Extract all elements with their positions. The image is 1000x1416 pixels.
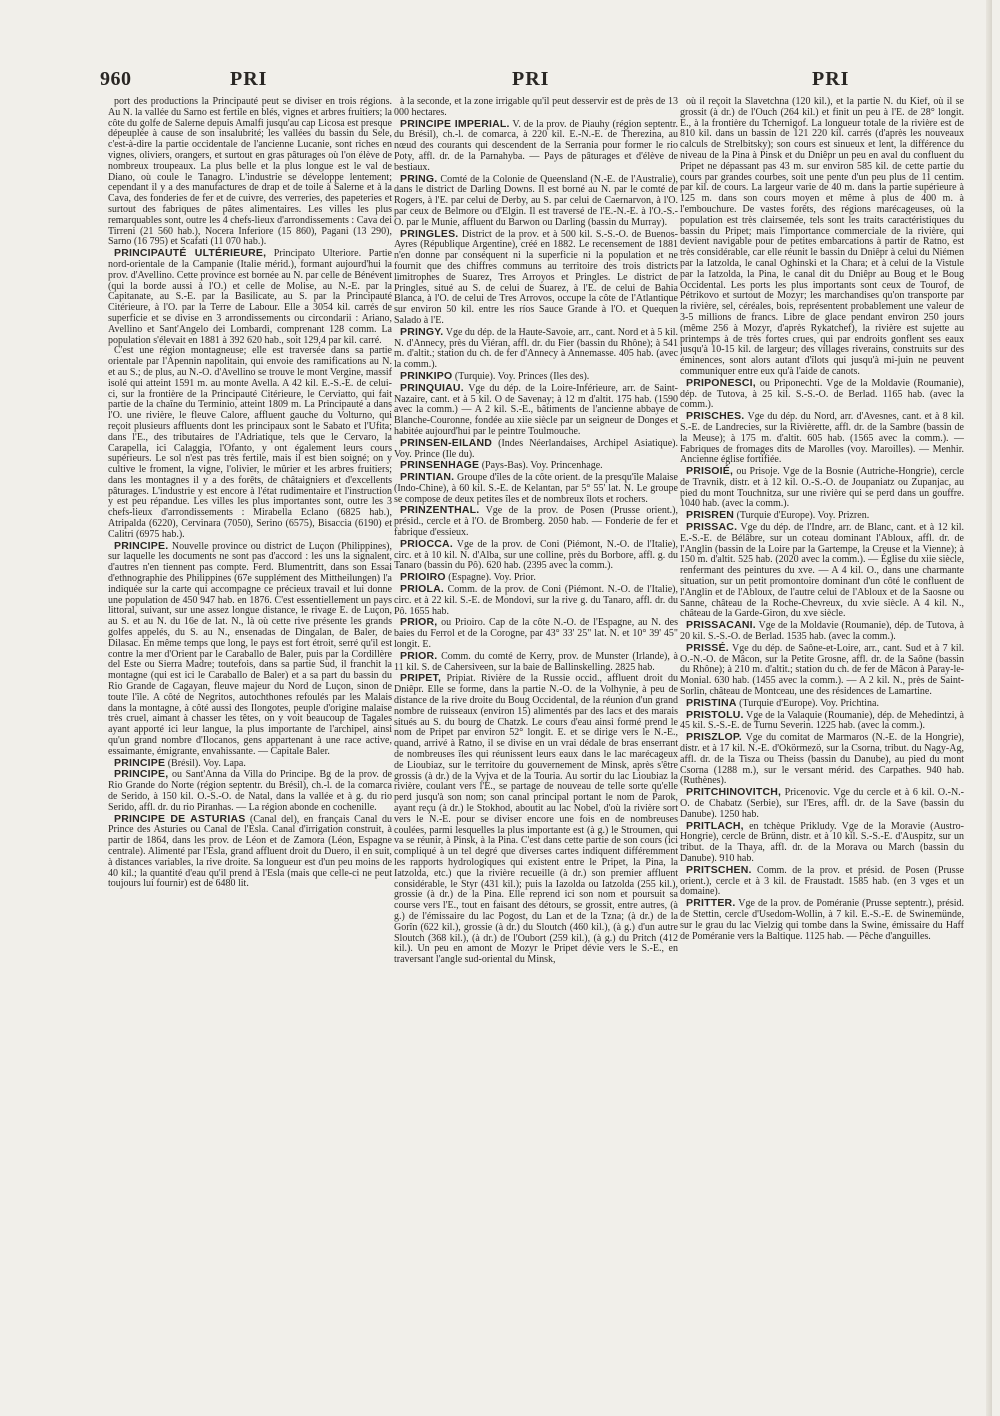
entry-headword: PRISTOLU.: [686, 708, 744, 721]
dictionary-entry: [394, 229, 678, 327]
entry-headword: PRINGLES.: [400, 227, 459, 240]
entry-headword: PRINSEN-EILAND: [400, 436, 493, 449]
dictionary-entry: [108, 769, 392, 813]
entry-text: Vge de la Moldavie (Roumanie), dép. de Tutova, à 20 kil. S.-S.-O. de Berlad. 1535 hab. (avec la comm.).: [680, 620, 964, 643]
dictionary-entry: [394, 673, 678, 966]
entry-text: Principato Ulteriore. Partie nord-orientale de la Campanie (Italie mérid.), formant aujourd'hui la prov. d'Avellino. Cette province est bornée au N. par celle de Bénévent (qui la borde aussi à l'O.) et celle de Molise, au N.-E. par la Capitanate, au S.-E. par la Basilicate, au S. par la Principauté Citérieure, à l'O. par la Terre de Labour. Elle a 3054 kil. carrés de superficie et se divise en 3 arrondissements ou circondarii : Ariano, Avellino et Sant'Angelo dei Lombardi, comprenant 128 comm. La population s'élevait en 1881 à 392 620 hab., soit 129,4 par kil. carré.: [108, 248, 392, 346]
dictionary-entry: [680, 97, 964, 378]
entry-headword: PRIOLA.: [400, 583, 444, 596]
entry-headword: PRINZENTHAL.: [400, 504, 480, 517]
entry-headword: PRISREN: [686, 509, 735, 522]
entry-headword: PRITLACH,: [686, 819, 744, 832]
entry-text: Comm. de la prov. et présid. de Posen (Prusse orient.), cercle et à 3 kil. de Fraustadt. 1585 hab. (en 3 vges et un domaine).: [680, 864, 964, 898]
entry-text: (Pays-Bas). Voy. Princenhage.: [479, 460, 603, 472]
text-column-2: [394, 97, 678, 1327]
entry-headword: PRINCIPE,: [114, 768, 169, 781]
entry-headword: PRITTER.: [686, 897, 736, 910]
entry-headword: PRISZLOP.: [686, 731, 742, 744]
dictionary-entry: [394, 383, 678, 438]
dictionary-entry: [394, 617, 678, 650]
dictionary-entry: [394, 174, 678, 229]
dictionary-entry: [394, 505, 678, 538]
entry-text: Comté de la Colonie de Queensland (N.-E. de l'Australie), dans le district de Darling Downs. Il est borné au N. par le comté de Rogers, à l'E. par celui de Derby, au S. par celui de Caernarvon, à l'O. par ceux de Belmore ou d'Elgin. Il est traversé de l'E.-N.-E. à l'O.-S.-O. par le Munie, affluent du Barwon ou Darling (bassin du Murray).: [394, 173, 678, 228]
dictionary-entry: [680, 732, 964, 787]
entry-headword: PRINCIPE: [114, 756, 166, 769]
entry-text: Vge de la prov. de Poméranie (Prusse septentr.), présid. de Stettin, cercle d'Usedom-Wollin, à 7 kil. E.-S.-E. de Swinemünde, sur le grau du lac Vielzig qui tombe dans la Swine, émissaire du Haff de Poméranie vers la Baltique. 1125 hab. — Pêche d'anguilles.: [680, 898, 964, 942]
entry-headword: PRISOIÉ,: [686, 465, 734, 478]
entry-text: Vge du dép. de l'Indre, arr. de Blanc, cant. et à 12 kil. E.-S.-E. de Bélâbre, sur un coteau dominant l'Abloux, affl. dr. de l'Anglin (bassin de la Loire par la Gartempe, la Creuse et la Vienne); à 150 m. d'altit. 525 hab. (2020 avec la comm.). — Église du xiie siècle, renfermant des peintures du xve. — A 4 kil. O., dans une charmante situation, sur un petit promontoire dominant d'un côté le confluent de l'Anglin et de l'Abloux, de l'autre celui de l'Abloux et de la Saosne ou Sanne, château de la Roche-Chevreux, du xvie siècle. A 4 kil. N., château de la Garde-Giron, du xve siècle.: [680, 522, 964, 620]
dictionary-entry: [680, 710, 964, 733]
entry-text: ou Prisoje. Vge de la Bosnie (Autriche-Hongrie), cercle de Travnik, distr. et à 12 kil. O.-S.-O. de Joupaniatz ou Zupanjac, au pied du mont Touchnitza, sur une rivière qui se perd dans un gouffre. 1040 hab. (avec la comm.).: [680, 466, 964, 510]
entry-text: Vge du dép. de la Loire-Inférieure, arr. de Saint-Nazaire, cant. et à 5 kil. O de Savenay; à 12 m d'altit. 175 hab. (1590 avec la comm.) — A 2 kil. S.-E., bâtiments de l'ancienne abbaye de Blanche-Couronne, fondée au xiie siècle par un seigneur de Donges et habitée aujourd'hui par le peintre Toulmouche.: [394, 382, 678, 437]
dictionary-entry: [108, 248, 392, 346]
entry-text: Vge du dép. de Saône-et-Loire, arr., cant. Sud et à 7 kil. O.-N.-O. de Mâcon, sur la Petite Grosne, affl. dr. de la Saône (bassin du Rhône); à 210 m. d'altit.; station du ch. de fer de Mâcon à Paray-le-Monial. 630 hab. (1455 avec la comm.). — A 2 kil. N., près de Saint-Sorlin, château de Montceau, une des résidences de Lamartine.: [680, 642, 964, 698]
entry-text: (Canal del), en français Canal du Prince des Asturies ou Canal de l'Esla. Canal d'irrigation construit, à partir de 1864, dans les prov. de Léon et de Zamora (Léon, Espagne centrale). Alimenté par l'Esla, grand affluent droit du Duero, il en suit, à distances variables, la rive droite. Sa longueur est d'un peu moins de 40 kil.; la quantité d'eau qu'il prend à l'Esla (mais que celle-ci ne peut toujours lui fournir) est de 6480 lit.: [108, 813, 392, 890]
entry-headword: PRISCHES.: [686, 410, 745, 423]
entry-headword: PRINCIPAUTÉ ULTÉRIEURE,: [114, 247, 267, 260]
entry-headword: PRISSAC.: [686, 521, 738, 534]
dictionary-entry: [394, 651, 678, 674]
entry-text: V. de la prov. de Piauhy (région septentr. du Brésil), ch.-l. de comarca, à 220 kil. E.-N.-E. de Therezina, au nœud des courants qui descendent de la Serrania pour former le rio Poty, affl. dr. de la Parnahyba. — Pays de pâturages et d'élève de bestiaux.: [394, 118, 678, 173]
entry-headword: PRINCIPE.: [114, 539, 169, 552]
dictionary-entry: [394, 97, 678, 119]
dictionary-entry: [680, 865, 964, 898]
entry-text: Comm. du comté de Kerry, prov. de Munster (Irlande), à 11 kil. S. de Cahersiveen, sur la baie de Ballinskelling. 2825 hab.: [394, 650, 678, 673]
entry-headword: PRIOR,: [400, 616, 438, 629]
entry-headword: PRING.: [400, 172, 438, 185]
entry-text: Nouvelle province ou district de Luçon (Philippines), sur laquelle les documents ne sont pas d'accord : les uns la signalent, d'autres n'en tiennent pas compte. Ferd. Blumentritt, dans son Essai d'ethnographie des Philippines (67e supplément des Mittheilungen) l'a indiquée sur la carte qui accompagne ce précieux travail et lui donne une population de 450 947 hab. en 1876. C'est essentiellement un pays littoral, suivant, sur une assez longue distance, le rivage E. de Luçon, au S. et au N. du 16e de lat. N., là où cette rive présente les grands golfes appelés, du S. au N., ensenadas de Dingalan, de Baler, de Dilasac. En même temps que long, le pays est fort étroit, serré qu'il est contre la mer d'Orient par le Caraballo de Baler, puis par la Cordillère del Este ou Sierra Madre; toutefois, dans sa partie Sud, il franchit la montagne (qui est ici le Caraballo de Baler) et a sa part du bassin du Rio Grande de Cagayan, fleuve majeur du Nord de Luçon, sinon de toute l'île. A côté de Negritos, autochthones refoulés par les Malais dans la montagne, à côté aussi des Ilongotes, peuple d'origine malaise très cruel, aimant à chasser les têtes, on y voit beaucoup de Tagales ayant apporté ici leur langue, la plus importante de l'archipel, ainsi qu'un grand nombre d'Ilocanos, gens appartenant à une race active, essaimante, émigrante, envahissante. — Capitale Baler.: [108, 540, 392, 757]
entry-text: (Espagne). Voy. Prior.: [445, 572, 536, 584]
running-head-center: PRI: [512, 68, 550, 90]
entry-text: ou Priponechti. Vge de la Moldavie (Roumanie), dép. de Tutova, à 25 kil. S.-S.-O. de Berlad. 1165 hab. (avec la comm.).: [680, 377, 964, 411]
text-column-1: [108, 97, 392, 1327]
entry-text: Vge de la prov. de Coni (Piémont, N.-O. de l'Italie), circ. et à 10 kil. N. d'Alba, sur une colline, près du Borbore, affl. g. du Tanaro (bassin du Pô). 620 hab. (2395 avec la comm.).: [394, 538, 678, 572]
entry-text: Vge de la Valaquie (Roumanie), dép. de Mehedintzi, à 45 kil. S.-S.-E. de Turnu Severin. 1225 hab. (avec la comm.).: [680, 709, 964, 732]
dictionary-entry: [394, 327, 678, 371]
entry-text: Vge du comitat de Marmaros (N.-E. de la Hongrie), distr. et à 17 kil. N.-E. d'Okörmezö, sur la Csorna, tribut. du Nagy-Ag, affl. dr. de la Tisza ou Theiss (bassin du Danube), au pied du mont Csorna (1288 m.), sur le versant mérid. des Carpathes. 940 hab. (Ruthènes).: [680, 732, 964, 787]
page-header: [100, 68, 900, 92]
entry-headword: PRINQUIAU.: [400, 381, 464, 394]
entry-headword: PRINKIPO: [400, 369, 453, 382]
entry-headword: PRIOR.: [400, 649, 438, 662]
dictionary-entry: [394, 539, 678, 572]
entry-text: à la seconde, et la zone irrigable qu'il peut desservir est de près de 13 000 hectares.: [394, 97, 678, 118]
entry-headword: PRIOCCA.: [400, 537, 453, 550]
dictionary-entry: [680, 643, 964, 698]
entry-headword: PRINSENHAGE: [400, 459, 480, 472]
dictionary-entry: [680, 821, 964, 865]
entry-text: Vge de la prov. de Posen (Prusse orient.), présid., cercle et à l'O. de Bromberg. 2050 hab. — Fonderie de fer et fabrique d'essieux.: [394, 505, 678, 539]
entry-headword: PRITSCHEN.: [686, 863, 752, 876]
entry-text: Groupe d'îles de la côte orient. de la presqu'île Malaise (Indo-Chine), à 60 kil. S.-E. de Kelantan, par 5° 55' lat. N. Le groupe se compose de deux petites îles et de nombreux îlots et rochers.: [394, 472, 678, 505]
dictionary-entry: [108, 97, 392, 248]
entry-text: Vge du dép. du Nord, arr. d'Avesnes, cant. et à 8 kil. S.-E. de Landrecies, sur la Rivièrette, affl. dr. de la Sambre (bassin de la Meuse); à 175 m. d'altit. 605 hab. (1565 avec la comm.). — Fabriques de fromages dits de Marolles (voy. Maroilles). — Menhir. Ancienne église fortifiée.: [680, 411, 964, 466]
entry-text: (Turquie d'Europe). Voy. Prizren.: [734, 510, 870, 522]
entry-text: Comm. de la prov. de Coni (Piémont. N.-O. de l'Italie), circ. et à 22 kil. S.-E. de Mondovi, sur la rive g. du Tanaro, affl. dr. du Pô. 1655 hab.: [394, 584, 678, 617]
entry-headword: PRISTINA: [686, 696, 737, 709]
dictionary-entry: [394, 119, 678, 174]
entry-headword: PRITCHINOVITCH,: [686, 786, 782, 799]
entry-headword: PRIOIRO: [400, 571, 446, 584]
entry-text: Pricenovic. Vge du cercle et à 6 kil. O.-N.-O. de Chabatz (Serbie), sur l'Eres, affl. dr. de la Save (bassin du Danube). 1250 hab.: [680, 787, 964, 820]
entry-text: ou Sant'Anna da Villa do Principe. Bg de la prov. de Rio Grande do Norte (région septentr. du Brésil), ch.-l. de la comarca de Serido, à 150 kil. O.-S.-O. de Natal, dans la vallée et à g. du rio Serido, affl. dr. du rio Piranhas. — La région abonde en cochenille.: [108, 769, 392, 813]
dictionary-entry: [394, 584, 678, 617]
dictionary-entry: [394, 438, 678, 461]
dictionary-entry: [680, 466, 964, 510]
dictionary-entry: [108, 814, 392, 891]
entry-headword: PRISSACANI.: [686, 619, 756, 632]
page-edge: [986, 0, 992, 1416]
entry-text: où il reçoit la Slavetchna (120 kil.), et la partie N. du Kief, où il se grossit (à dr.) de l'Ouch (264 kil.) et finit un peu à l'E. de 28° longit. E., à la frontière du Tchernigof. La longueur totale de la rivière est de 810 kil. dans un bassin de 121 220 kil. carrés (d'après les nouveaux calculs de Strelbitsky); son cours est sinueux et lent, la différence du niveau de la Pina à Pinsk et du Dniêpr un peu en aval du confluent du Pripet ne dépassant pas 43 m. sur environ 585 kil. de cette partie du cours par grandes courbes, soit une pente d'un peu plus de 11 centim. par kil. de cours. La largeur varie de 40 m. dans la partie supérieure à 125 m. dans son cours moyen et même à plus de 400 m. à l'embouchure. De vastes forêts, des régions marécageuses, où la population est très clairsemée, tels sont les traits caractéristiques du bassin du Pripet; mais l'importance commerciale de la rivière, qui devient navigable pour de petites embarcations à partir de Ratno, est très considérable, car elle réunit le bassin du Dniêpr à celui du Niémen par la Iatzolda, le canal Oghinski et la Chara; et à celui de la Vistule par la Iatzolda, la Pina, le canal dit du Dniêpr au Boug et le Boug Occidental. Les ports les plus importants sont ceux de Tourof, de Pétrikovo et surtout de Mozyr; les marchandises qu'on transporte par la rivière, sel, céréales, bois, représentent probablement une valeur de 3-5 millions de francs. Libre de glace pendant environ 250 jours (même 256 à Mozyr, d'après Rykatchef), la rivière est sujette au printemps à de très fortes crues, qui par endroits gonflent ses eaux jusqu'à 10-15 kil. de largeur; des villages riverains, construits sur des éminences, sont alors autant d'îlots qui jusqu'à mi-juin ne peuvent communiquer entre eux qu'à l'aide de canots.: [680, 97, 964, 377]
entry-text: District de la prov. et à 500 kil. S.-S.-O. de Buenos-Ayres (République Argentine), créé en 1882. Le recensement de 1881 n'en donne par conséquent ni la superficie ni la population et ne fournit que des chiffres communs au territoire des trois districts limitrophes de Suarez, Tres Arroyos et Pringles. Le district de Pringles, situé au S. de celui de Suarez, à l'E. de celui de Bahia Blanca, à l'O. de celui de Tres Arrovos, occupe la côte de l'Atlantique sur environ 50 kil. entre les ríos Sauce Grande à l'O. et Quequen Salado à l'E.: [394, 228, 678, 326]
dictionary-entry: [680, 898, 964, 942]
entry-text: C'est une région montagneuse; elle est traversée dans sa partie orientale par l'Apennin napolitain, qui envoie des ramifications au N. et au S.; de plus, au N.-O. d'Avellino se trouve le mont Vergine, massif isolé qui atteint 1591 m. au monte Avella. A 42 kil. E.-S.-E. de celui-ci, sur la frontière de la Principauté Citérieure, le Cerviatto, qui fait partie de la chaîne du Terminio, atteint 1809 m. La Principauté a dans l'O. une rivière, le fleuve Calore, affluent gauche du Volturno, qui reçoit plusieurs affluents dont les principaux sont le Sabato et l'Ufita; dans l'E., des tributaires de l'Adriatique, tels que le Cervaro, la Carapella, ici Calaggia, l'Ofanto, y ont également leurs cours supérieurs. Le sol n'est pas très fertile, mais il est bien soigné; on y cultive le froment, la vigne, l'olivier, le mûrier et les arbres fruitiers; dans les montagnes il y a des forêts, de châtaigniers et d'excellents pâturages. L'industrie y est encore à l'état rudimentaire et l'instruction y est peu répandue. Les villes les plus importantes sont, outre les 3 chefs-lieux d'arrondissements : Mirabella Eclano (6825 hab.), Atripalda (6220), Cervinara (7050), Serino (6575), Bisaccia (6190) et Calitri (6975 hab.).: [108, 345, 392, 540]
entry-headword: PRIPONESCI,: [686, 376, 756, 389]
entry-headword: PRINTIAN.: [400, 471, 455, 484]
dictionary-entry: [394, 472, 678, 505]
dictionary-entry: [680, 522, 964, 620]
entry-headword: PRISSÉ.: [686, 641, 729, 654]
entry-text: (Indes Néerlandaises, Archipel Asiatique). Voy. Prince (Ile du).: [394, 437, 678, 460]
text-column-3: [680, 97, 964, 1327]
dictionary-entry: [680, 620, 964, 643]
running-head-right: PRI: [812, 68, 850, 90]
entry-text: Pripiat. Rivière de la Russie occid., affluent droit du Dniêpr. Elle se forme, dans la partie N.-O. de la Volhynie, à peu de distance de la rive droite du Boug Occidental, de la réunion d'un grand nombre de ruisseaux (environ 15) alimentés par des lacs et des marais situés au S. du bourg de Chatzk. Le cours d'eau ainsi formé prend le nom de Pripet par environ 52° longit. E. et se dirige vers le N.-E., quand, arrivé à Ratno, il se divise en un vrai dédale de bras enserrant de nombreuses îles qui réunissent leurs eaux dans le lac marécageux de Lioubiaz, sur le territoire du gouvernement de Minsk, après s'être grossis (à dr.) de la Vyjva et de la Touria. Au sortir du lac Lioubiaz la rivière, coulant vers l'E., se partage de nouveau de telle sorte qu'elle perd jusqu'à son nom; son canal principal portant le nom de Parok, ayant reçu (à dr.) le Stokhod, aboutit au lac Nobel, d'où la rivière sort vers le N.-E. pour se diviser encore une fois en de nombreuses coulées, parmi lesquelles la plus importante est (à g.) le Stroumen, qui va se réunir, à Pinsk, à la Pina. C'est dans cette partie de son cours (ici compliqué à un tel degré que diverses cartes indiquent différemment les rapports hydrologiques qui existent entre le Pripet, la Pina, la Iatzolda, etc.) que la rivière recueille (à dr.) son premier affluent considérable, le Styr (431 kil.); puis la Iazolda ou Iatzolda (255 kil.), grossie (à dr.) de la Pina. Elle reprend ici son nom et poursuit sa course vers l'E., tout en faisant des détours, se grossit, entre autres, (à g.) de l'émissaire du lac Pogost, du Lan et de la Tzna; (à dr.) de la Gorîn (622 kil.), grossie (à dr.) du Sloutch (460 kil.), (à g.) d'un autre Sloutch (368 kil.), (à dr.) de l'Oubort (259 kil.), (à g.) du Pritch (412 kil.). Un peu en amont de Mozyr le Pripet dévie vers le S.-E., en traversant l'angle sud-oriental du Minsk,: [394, 673, 678, 966]
dictionary-entry: [680, 411, 964, 466]
dictionary-entry: [680, 378, 964, 411]
entry-headword: PRIPET,: [400, 672, 442, 685]
entry-text: (Turquie). Voy. Princes (Iles des).: [452, 370, 590, 382]
entry-text: ou Prioiro. Cap de la côte N.-O. de l'Espagne, au N. des baies du Ferrol et de la Corogne, par 43° 33' 25" lat. N. et 10° 39' 45" longit. E.: [394, 617, 678, 651]
dictionary-entry: [680, 787, 964, 820]
entry-headword: PRINGY.: [400, 325, 444, 338]
entry-text: Vge du dép. de la Haute-Savoie, arr., cant. Nord et à 5 kil. N. d'Annecy, près du Viéran, affl. dr. du Fier (bassin du Rhône); à 541 m. d'altit.; station du ch. de fer d'Annecy à Annemasse. 405 hab. (avec la comm.).: [394, 326, 678, 371]
running-head-left: PRI: [230, 68, 268, 90]
entry-text: port des productions la Principauté peut se diviser en trois régions. Au N. la vallée du Sarno est fertile en blés, vignes et arbres fruitiers; la côte du golfe de Salerne depuis Amalfi jusqu'au cap Licosa est presque dépeuplée à cause de son insalubrité; les vallées du bassin du Sele, c'est-à-dire la partie occidentale de l'ancienne Lucanie, sont riches en vignes, oliviers, orangers, et surtout en gras pâturages où l'on élève de nombreux troupeaux. La plus belle et la plus longue est le val de Diano, où coule le Tanagro. L'industrie se développe lentement; cependant il y a des manufactures de drap et de toile à Salerne et à la Cava, des fonderies de fer et de cuivre, des verreries, des papeteries et surtout des fabriques de pâtes alimentaires. Les villes les plus remarquables sont, outre les 4 chefs-lieux d'arrondissements : Cava dei Tirreni (21 560 hab.), Nocera Inferiore (15 860), Pagani (13 290), Sarno (16 795) et Scafati (11 070 hab.).: [108, 97, 392, 248]
entry-text: en tchèque Prikludy. Vge de la Moravie (Austro-Hongrie), cercle de Brünn, distr. et à 10 kil. S.-S.-E. d'Auspitz, sur un tribut. de la Thaya, affl. dr. de la Morava ou March (bassin du Danube). 910 hab.: [680, 820, 964, 864]
dictionary-entry: [108, 346, 392, 540]
dictionary-entry: [108, 541, 392, 758]
entry-text: (Turquie d'Europe). Voy. Prichtina.: [736, 697, 879, 709]
entry-text: (Brésil). Voy. Lapa.: [165, 757, 246, 769]
entry-headword: PRINCIPE IMPERIAL.: [400, 117, 510, 130]
entry-headword: PRINCIPE DE ASTURIAS: [114, 812, 246, 825]
page-number: 960: [100, 68, 132, 90]
